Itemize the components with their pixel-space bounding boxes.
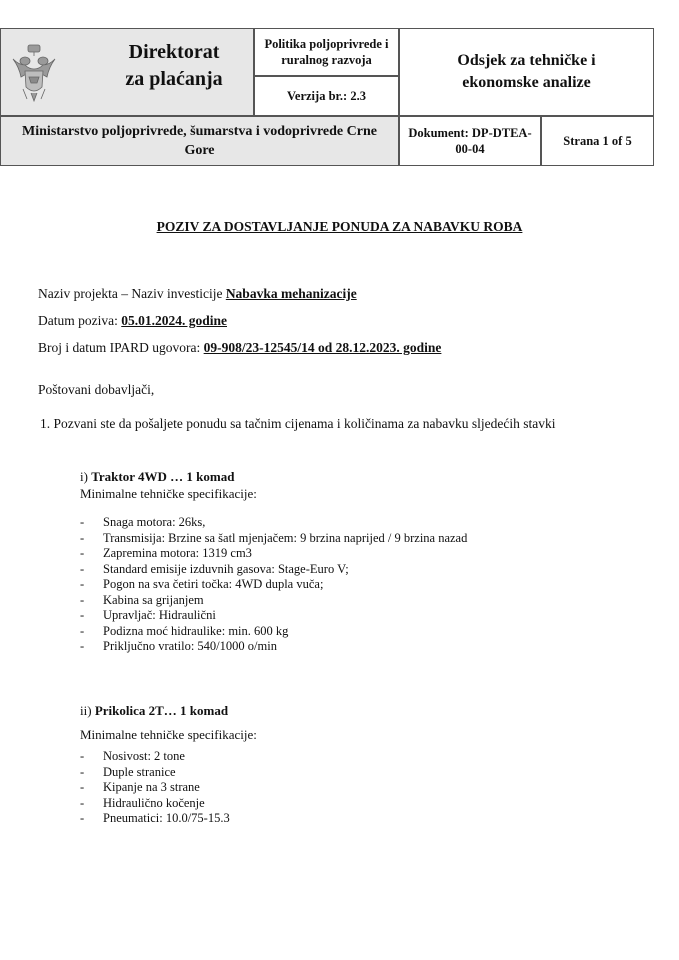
policy-line1: Politika poljoprivrede i — [264, 37, 389, 51]
item-name: Traktor 4WD … 1 komad — [91, 469, 235, 484]
bullet-dash: - — [80, 546, 85, 560]
spec-text: Snaga motora: 26ks, — [103, 515, 206, 529]
bullet-dash: - — [80, 749, 85, 763]
page-number: Strana 1 of 5 — [563, 134, 632, 148]
document-header-table — [0, 28, 654, 166]
bullet-dash: - — [80, 515, 85, 529]
document-code-cell — [399, 116, 541, 166]
bullet-dash: - — [80, 561, 85, 576]
item-prefix: i) — [80, 469, 88, 484]
page-number-cell — [541, 116, 654, 166]
item-prefix: ii) — [80, 703, 92, 718]
spec-text: Upravljač: Hidraulični — [103, 608, 216, 622]
spec-text: Kabina sa grijanjem — [103, 592, 204, 607]
bullet-dash: - — [80, 811, 85, 825]
ministry-cell — [0, 116, 399, 166]
directorate-name — [99, 39, 249, 93]
department-cell — [399, 28, 654, 116]
ministry-line2: Gore — [184, 143, 215, 158]
bullet-dash: - — [80, 623, 85, 638]
document-code-line2: 00-04 — [455, 142, 485, 156]
spec-text: Nosivost: 2 tone — [103, 749, 185, 763]
bullet-dash: - — [80, 530, 85, 545]
project-line — [38, 286, 357, 302]
directorate-name-line2: za plaćanja — [125, 68, 223, 90]
greeting: Poštovani dobavljači, — [38, 382, 155, 397]
bullet-dash: - — [80, 795, 85, 810]
paragraph-1: 1. Pozvani ste da pošaljete ponudu sa tačnim cijenama i količinama za nabavku sljedećih stavki — [40, 416, 556, 431]
project-value: Nabavka mehanizacije — [225, 286, 357, 301]
bullet-dash: - — [80, 764, 85, 779]
bullet-dash: - — [80, 639, 85, 653]
spec-text: Zapremina motora: 1319 cm3 — [103, 546, 252, 560]
bullet-dash: - — [80, 592, 85, 607]
bullet-dash: - — [80, 780, 85, 794]
item-spec-title: Minimalne tehničke specifikacije: — [80, 727, 257, 742]
spec-text: Pogon na sva četiri točka: 4WD dupla vuča; — [103, 577, 324, 591]
bullet-dash: - — [80, 577, 85, 591]
item-heading — [80, 703, 228, 719]
item-heading — [80, 469, 234, 485]
contract-value: 09-908/23-12545/14 od 28.12.2023. godine — [203, 340, 442, 355]
directorate-cell — [0, 28, 254, 116]
version-cell — [254, 76, 399, 116]
directorate-name-line1: Direktorat — [128, 41, 220, 63]
montenegro-coat-of-arms-icon — [9, 43, 59, 103]
document-title: POZIV ZA DOSTAVLJANJE PONUDA ZA NABAVKU ROBA — [156, 219, 523, 234]
department-line1: Odsjek za tehničke i — [457, 52, 596, 69]
invite-date-label: Datum poziva: — [38, 313, 118, 328]
spec-text: Podizna moć hidraulike: min. 600 kg — [103, 623, 289, 638]
department-line2: ekonomske analize — [462, 74, 591, 91]
version-label: Verzija br.: 2.3 — [287, 89, 366, 103]
spec-text: Priključno vratilo: 540/1000 o/min — [103, 639, 277, 653]
ministry-line1: Ministarstvo poljoprivrede, šumarstva i vodoprivrede Crne — [22, 124, 377, 139]
document-code-line1: Dokument: DP-DTEA- — [408, 126, 532, 140]
spec-text: Duple stranice — [103, 764, 176, 779]
spec-text: Transmisija: Brzine sa šatl mjenjačem: 9 brzina naprijed / 9 brzina nazad — [103, 530, 468, 545]
item-name: Prikolica 2T… 1 komad — [94, 703, 229, 718]
invite-date-value: 05.01.2024. godine — [121, 313, 227, 328]
policy-line2: ruralnog razvoja — [281, 53, 372, 67]
project-label: Naziv projekta – Naziv investicije — [38, 286, 223, 301]
spec-text: Standard emisije izduvnih gasova: Stage-Euro V; — [103, 561, 349, 576]
contract-label: Broj i datum IPARD ugovora: — [38, 340, 201, 355]
spec-text: Pneumatici: 10.0/75-15.3 — [103, 811, 230, 825]
spec-text: Kipanje na 3 strane — [103, 780, 200, 794]
contract-line — [38, 340, 441, 356]
item-spec-title: Minimalne tehničke specifikacije: — [80, 486, 257, 501]
bullet-dash: - — [80, 608, 85, 622]
policy-cell — [254, 28, 399, 76]
invite-date-line — [38, 313, 227, 329]
spec-text: Hidraulično kočenje — [103, 795, 205, 810]
